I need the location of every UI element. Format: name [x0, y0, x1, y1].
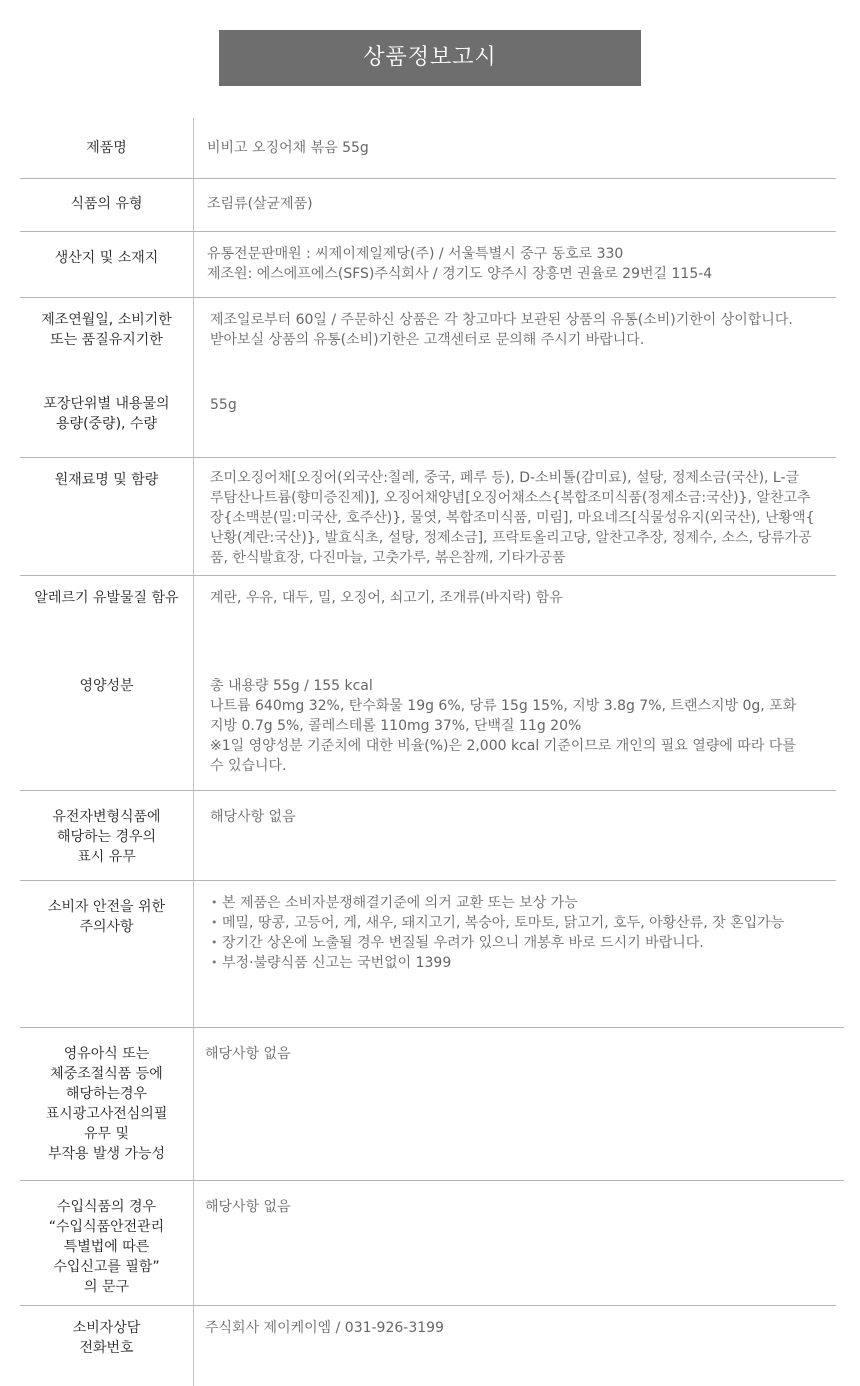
label-line: 또는 품질유지기한	[50, 332, 163, 348]
value-line: 총 내용량 55g / 155 kcal	[210, 678, 373, 694]
label-line: 식품의 유형	[70, 196, 143, 212]
value-line: 난황(계란:국산)}, 발효식초, 설탕, 정제소금], 프락토올리고당, 알찬고추장, 정제수, 소스, 당류가공	[210, 530, 812, 546]
value-line: 장{소맥분(밀:미국산, 호주산)}, 물엿, 복합조미식품, 미림], 마요네즈[식물성유지(외국산), 난황액{	[210, 510, 815, 526]
label-line: 포장단위별 내용물의	[43, 396, 170, 412]
label-line: “수입식품안전관리	[48, 1219, 165, 1235]
value-line: 품, 한식발효장, 다진마늘, 고춧가루, 볶은참깨, 기타가공품	[210, 550, 566, 566]
label-line: 표시 유무	[77, 849, 136, 865]
label-line: 유전자변형식품에	[52, 809, 161, 825]
label-line: 수입식품의 경우	[56, 1199, 157, 1215]
label-line: 유무 및	[83, 1126, 130, 1142]
list-item: • 부정·불량식품 신고는 국번없이 1399	[208, 953, 844, 973]
label-line: 생산지 및 소재지	[54, 250, 159, 266]
row-label	[20, 232, 194, 297]
value-line: 제조일로부터 60일 / 주문하신 상품은 각 창고마다 보관된 상품의 유통(소비)기한이 상이합니다.	[210, 312, 793, 328]
label-line: 수입신고를 필함”	[53, 1259, 160, 1275]
row-value	[194, 881, 844, 1027]
value-line: 조미오징어채[오징어(외국산:칠레, 중국, 페루 등), D-소비톨(감미료), 설탕, 정제소금(국산), L-글	[210, 470, 800, 486]
table-row-gmo	[20, 791, 836, 881]
row-value	[194, 232, 836, 297]
label-line: 용량(중량), 수량	[56, 416, 157, 432]
table-row-customer-service	[20, 1306, 836, 1386]
label-line: 제조연월일, 소비기한	[41, 312, 172, 328]
list-item: • 장기간 상온에 노출될 경우 변질될 우려가 있으니 개봉후 바로 드시기 바랍니다.	[208, 933, 844, 953]
row-value	[194, 1028, 844, 1180]
value-line: 주식회사 제이케이엠 / 031-926-3199	[205, 1320, 444, 1336]
page-title: 상품정보고시	[219, 30, 641, 86]
label-line: 해당하는 경우의	[56, 829, 157, 845]
row-value	[194, 179, 836, 231]
label-line: 특별법에 따른	[63, 1239, 150, 1255]
row-label	[20, 791, 194, 880]
label-line: 제품명	[86, 140, 127, 156]
value-line: 비비고 오징어채 볶음 55g	[207, 140, 369, 156]
label-line: 표시광고사전심의필	[45, 1106, 168, 1122]
row-label	[20, 298, 194, 383]
value-line: 조림류(살균제품)	[207, 196, 313, 212]
table-row-nutrition	[20, 662, 836, 791]
table-row-allergens	[20, 576, 836, 662]
row-label	[20, 1181, 194, 1305]
row-label	[20, 1028, 194, 1180]
row-value	[194, 662, 836, 790]
label-line: 알레르기 유발물질 함유	[34, 590, 179, 606]
row-value	[194, 1181, 836, 1305]
label-line: 체중조절식품 등에	[50, 1066, 163, 1082]
table-row-expiry	[20, 298, 836, 383]
list-item: • 메밀, 땅콩, 고등어, 게, 새우, 돼지고기, 복숭아, 토마토, 닭고기, 호두, 아황산류, 잣 혼입가능	[208, 913, 844, 933]
value-line: 수 있습니다.	[210, 758, 287, 774]
list-item: • 본 제품은 소비자분쟁해결기준에 의거 교환 또는 보상 가능	[208, 893, 844, 913]
row-value	[194, 458, 836, 575]
value-line: 해당사항 없음	[205, 1199, 291, 1215]
label-line: 의 문구	[83, 1279, 130, 1295]
row-label	[20, 576, 194, 662]
row-label	[20, 458, 194, 575]
value-line: 나트륨 640mg 32%, 탄수화물 19g 6%, 당류 15g 15%, 지방 3.8g 7%, 트랜스지방 0g, 포화	[210, 698, 797, 714]
label-line: 영유아식 또는	[63, 1046, 150, 1062]
row-label	[20, 179, 194, 231]
row-value	[194, 576, 836, 662]
value-line: 지방 0.7g 5%, 콜레스테롤 110mg 37%, 단백질 11g 20%	[210, 718, 582, 734]
table-row-product-name	[20, 118, 836, 179]
label-line: 주의사항	[79, 919, 134, 935]
value-line: 55g	[210, 397, 237, 413]
table-row-origin	[20, 232, 836, 298]
row-value	[194, 791, 836, 880]
label-line: 부작용 발생 가능성	[47, 1146, 166, 1162]
row-value	[194, 298, 836, 383]
safety-bullet-list	[208, 893, 844, 973]
value-line: 해당사항 없음	[205, 1046, 291, 1062]
row-label	[20, 662, 194, 790]
label-line: 영양성분	[79, 678, 134, 694]
table-row-capacity	[20, 383, 836, 458]
row-label	[20, 383, 194, 457]
table-row-safety-notes	[20, 881, 844, 1028]
table-row-infant-food	[20, 1028, 844, 1181]
row-label	[20, 118, 194, 178]
value-line: 유통전문판매원 : 씨제이제일제당(주) / 서울특별시 중구 동호로 330	[207, 246, 624, 262]
label-line: 소비자 안전을 위한	[47, 899, 166, 915]
value-line: 루탐산나트륨(향미증진제)], 오징어채양념[오징어채소스{복합조미식품(정제소금:국산)}, 알찬고추	[210, 490, 811, 506]
value-line: ※1일 영양성분 기준치에 대한 비율(%)은 2,000 kcal 기준이므로 개인의 필요 열량에 따라 다를	[210, 738, 796, 754]
label-line: 전화번호	[79, 1340, 134, 1356]
table-row-ingredients	[20, 458, 836, 576]
value-line: 해당사항 없음	[210, 809, 296, 825]
value-line: 계란, 우유, 대두, 밀, 오징어, 쇠고기, 조개류(바지락) 함유	[210, 590, 563, 606]
row-value	[194, 118, 836, 178]
product-info-table	[20, 118, 836, 1386]
row-label	[20, 881, 194, 1027]
table-row-imported-food	[20, 1181, 836, 1306]
value-line: 제조원: 에스에프에스(SFS)주식회사 / 경기도 양주시 장흥면 권율로 29번길 115-4	[207, 266, 713, 282]
row-value	[194, 1306, 836, 1386]
label-line: 해당하는경우	[65, 1086, 148, 1102]
row-label	[20, 1306, 194, 1386]
row-value	[194, 383, 836, 457]
label-line: 원재료명 및 함량	[54, 472, 159, 488]
table-row-food-type	[20, 179, 836, 232]
value-line: 받아보실 상품의 유통(소비)기한은 고객센터로 문의해 주시기 바랍니다.	[210, 332, 645, 348]
label-line: 소비자상담	[72, 1320, 141, 1336]
